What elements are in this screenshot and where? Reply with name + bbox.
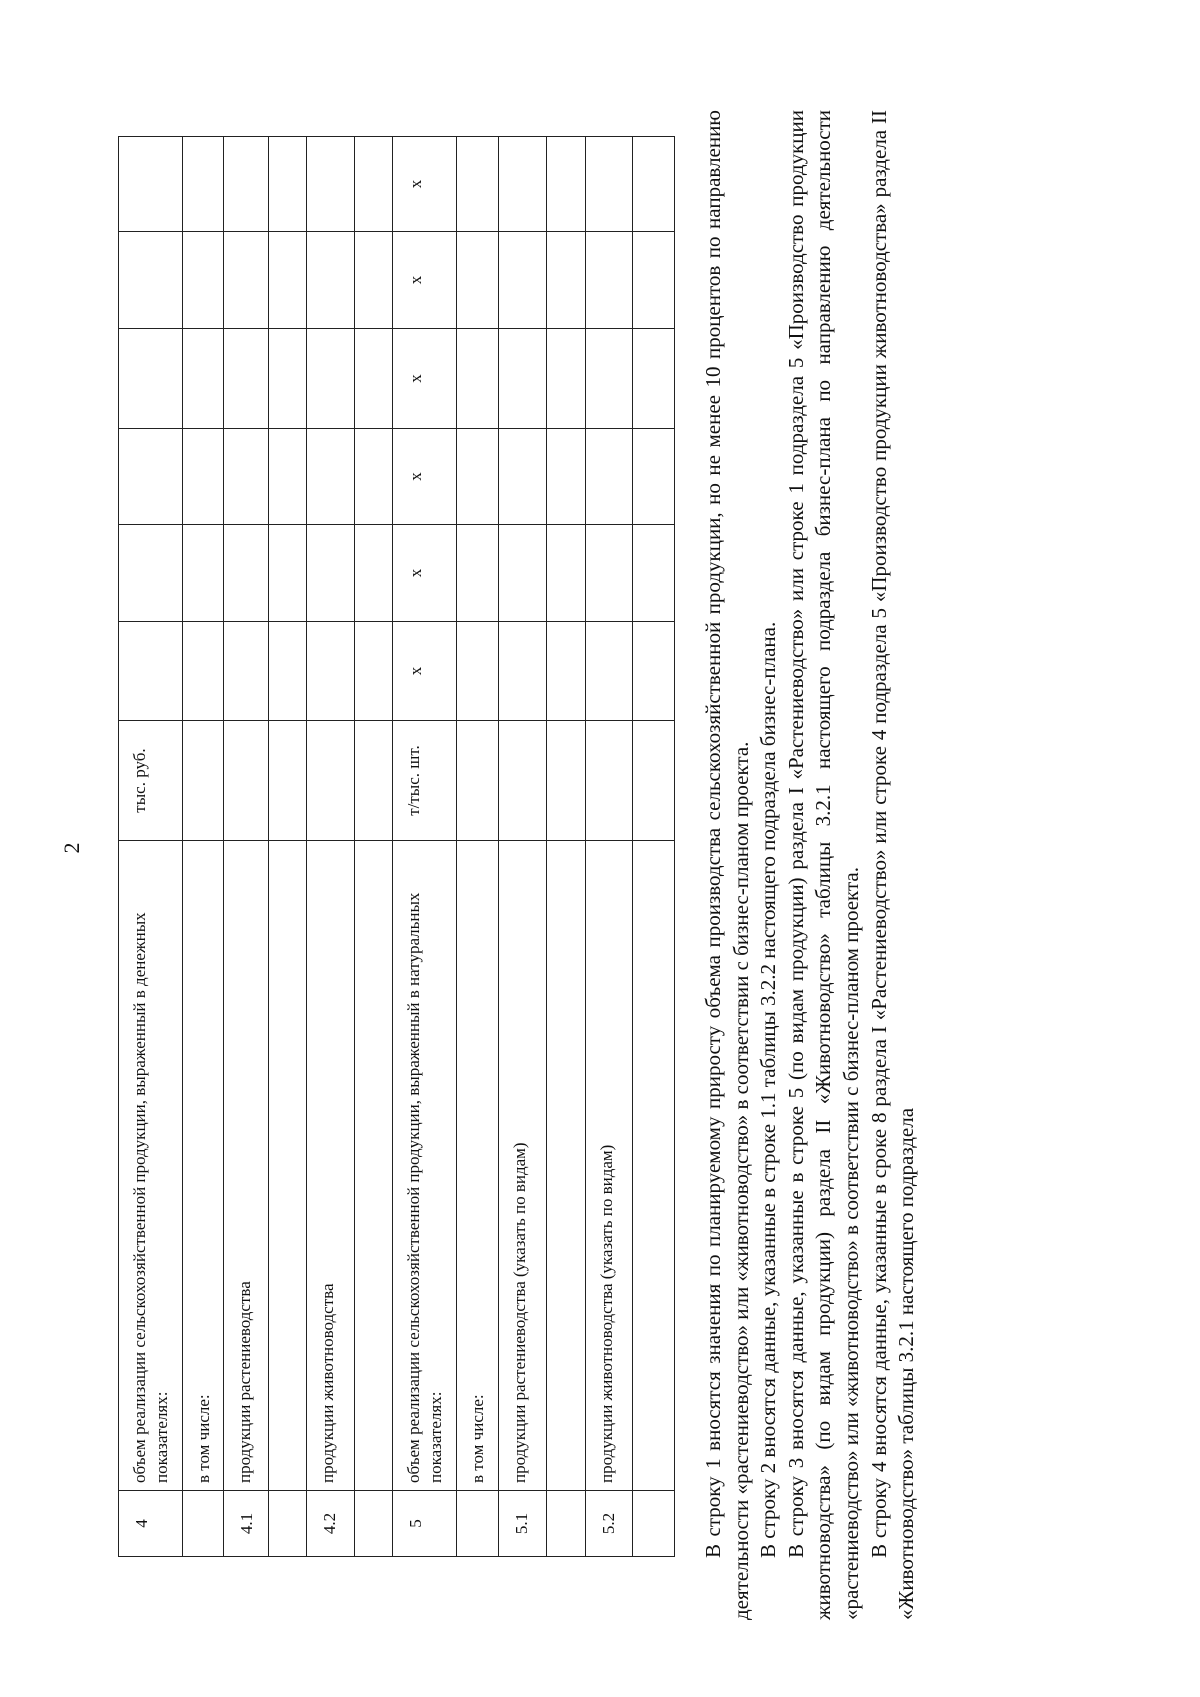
row-number-cell xyxy=(633,1491,675,1557)
indicator-name-cell: продукции животноводства xyxy=(307,841,354,1491)
unit-cell xyxy=(633,721,675,841)
value-cell: x xyxy=(393,429,457,525)
row-number-cell: 5.2 xyxy=(585,1491,632,1557)
value-cell xyxy=(268,137,307,232)
indicator-name-cell xyxy=(547,841,586,1491)
table-row xyxy=(457,137,499,1557)
value-cell xyxy=(182,622,223,721)
value-cell xyxy=(585,137,632,232)
value-cell xyxy=(119,232,183,329)
value-cell xyxy=(499,232,547,329)
unit-cell xyxy=(223,721,268,841)
indicator-name-cell: объем реализации сельскохозяйственной продукции, выраженный в натуральных показателях: xyxy=(393,841,457,1491)
value-cell: x xyxy=(393,137,457,232)
value-cell xyxy=(547,525,586,622)
unit-cell xyxy=(268,721,307,841)
table-row xyxy=(354,137,393,1557)
value-cell xyxy=(119,525,183,622)
value-cell xyxy=(223,329,268,429)
value-cell xyxy=(307,622,354,721)
table-row xyxy=(182,137,223,1557)
value-cell xyxy=(307,137,354,232)
unit-cell xyxy=(585,721,632,841)
value-cell xyxy=(585,429,632,525)
value-cell xyxy=(354,525,393,622)
value-cell xyxy=(119,622,183,721)
value-cell xyxy=(585,525,632,622)
value-cell xyxy=(633,137,675,232)
indicator-name-cell: продукции растениеводства (указать по видам) xyxy=(499,841,547,1491)
value-cell xyxy=(547,329,586,429)
value-cell xyxy=(499,137,547,232)
unit-cell xyxy=(182,721,223,841)
indicator-name-cell: в том числе: xyxy=(457,841,499,1491)
value-cell xyxy=(585,232,632,329)
value-cell: x xyxy=(393,525,457,622)
paragraph: В строку 4 вносятся данные, указанные в сроке 8 раздела I «Растениеводство» или строке 4 подраздела 5 «Производство продукции животноводства» раздела II «Животноводство» таблицы 3.2.1 настоящего подраздела xyxy=(866,110,919,1620)
value-cell xyxy=(457,329,499,429)
value-cell xyxy=(307,329,354,429)
value-cell xyxy=(182,525,223,622)
value-cell: x xyxy=(393,329,457,429)
unit-cell xyxy=(547,721,586,841)
row-number-cell xyxy=(354,1491,393,1557)
value-cell xyxy=(182,137,223,232)
paragraph: В строку 3 вносятся данные, указанные в строке 5 (по видам продукции) раздела I «Растениеводство» или строке 1 подраздела 5 «Производство продукции животноводства» (по видам продукции) раздела II «Животноводство» таблицы 3.2.1 настоящего подраздела бизнес-плана по направлению деятельности «растениеводство» или «животноводство» в соответствии с бизнес-планом проекта. xyxy=(783,110,863,1620)
value-cell xyxy=(457,137,499,232)
value-cell xyxy=(268,329,307,429)
value-cell xyxy=(268,525,307,622)
indicators-table xyxy=(118,136,675,1557)
page-number: 2 xyxy=(59,842,84,854)
value-cell xyxy=(354,429,393,525)
value-cell xyxy=(633,622,675,721)
value-cell xyxy=(119,329,183,429)
value-cell xyxy=(499,525,547,622)
value-cell xyxy=(268,622,307,721)
table-row xyxy=(307,137,354,1557)
value-cell xyxy=(457,232,499,329)
paragraph: В строку 2 вносятся данные, указанные в строке 1.1 таблицы 3.2.2 настоящего подраздела бизнес-плана. xyxy=(756,621,781,1558)
value-cell xyxy=(457,525,499,622)
row-number-cell: 4.1 xyxy=(223,1491,268,1557)
row-number-cell: 4.2 xyxy=(307,1491,354,1557)
table-row xyxy=(119,137,183,1557)
value-cell xyxy=(585,329,632,429)
value-cell xyxy=(499,622,547,721)
value-cell xyxy=(633,232,675,329)
value-cell xyxy=(119,429,183,525)
value-cell xyxy=(354,329,393,429)
value-cell xyxy=(268,232,307,329)
indicator-name-cell: продукции животноводства (указать по видам) xyxy=(585,841,632,1491)
row-number-cell xyxy=(182,1491,223,1557)
unit-cell: т/тыс. шт. xyxy=(393,721,457,841)
row-number-cell: 5.1 xyxy=(499,1491,547,1557)
value-cell xyxy=(268,429,307,525)
instructions-text xyxy=(700,110,921,1620)
value-cell xyxy=(182,329,223,429)
value-cell: x xyxy=(393,232,457,329)
table-row xyxy=(633,137,675,1557)
value-cell: x xyxy=(393,622,457,721)
value-cell xyxy=(457,622,499,721)
indicator-name-cell xyxy=(354,841,393,1491)
table-row xyxy=(223,137,268,1557)
value-cell xyxy=(223,622,268,721)
table-row xyxy=(499,137,547,1557)
value-cell xyxy=(223,525,268,622)
value-cell xyxy=(354,137,393,232)
value-cell xyxy=(307,429,354,525)
indicator-name-cell xyxy=(268,841,307,1491)
unit-cell xyxy=(307,721,354,841)
indicator-name-cell xyxy=(633,841,675,1491)
indicator-name-cell: продукции растениеводства xyxy=(223,841,268,1491)
value-cell xyxy=(182,429,223,525)
value-cell xyxy=(223,232,268,329)
rotated-page-content xyxy=(118,110,1083,1620)
table-row xyxy=(268,137,307,1557)
value-cell xyxy=(457,429,499,525)
value-cell xyxy=(223,137,268,232)
paragraph: В строку 1 вносятся значения по планируемому приросту объема производства сельскохозяйственной продукции, но не менее 10 процентов по направлению деятельности «растениеводство» или «животноводство» в соответствии с бизнес-планом проекта. xyxy=(701,110,753,1620)
value-cell xyxy=(499,429,547,525)
value-cell xyxy=(499,329,547,429)
value-cell xyxy=(547,232,586,329)
row-number-cell xyxy=(457,1491,499,1557)
table-row xyxy=(585,137,632,1557)
value-cell xyxy=(307,525,354,622)
value-cell xyxy=(354,622,393,721)
value-cell xyxy=(354,232,393,329)
row-number-cell xyxy=(547,1491,586,1557)
value-cell xyxy=(633,525,675,622)
unit-cell xyxy=(354,721,393,841)
row-number-cell xyxy=(268,1491,307,1557)
value-cell xyxy=(223,429,268,525)
value-cell xyxy=(547,137,586,232)
table-row xyxy=(547,137,586,1557)
value-cell xyxy=(633,429,675,525)
row-number-cell: 5 xyxy=(393,1491,457,1557)
table-row xyxy=(393,137,457,1557)
value-cell xyxy=(119,137,183,232)
value-cell xyxy=(182,232,223,329)
indicator-name-cell: объем реализации сельскохозяйственной продукции, выраженный в денежных показателях: xyxy=(119,841,183,1491)
indicator-name-cell: в том числе: xyxy=(182,841,223,1491)
value-cell xyxy=(585,622,632,721)
unit-cell xyxy=(457,721,499,841)
unit-cell xyxy=(499,721,547,841)
value-cell xyxy=(633,329,675,429)
row-number-cell: 4 xyxy=(119,1491,183,1557)
value-cell xyxy=(547,429,586,525)
unit-cell: тыс. руб. xyxy=(119,721,183,841)
value-cell xyxy=(307,232,354,329)
value-cell xyxy=(547,622,586,721)
